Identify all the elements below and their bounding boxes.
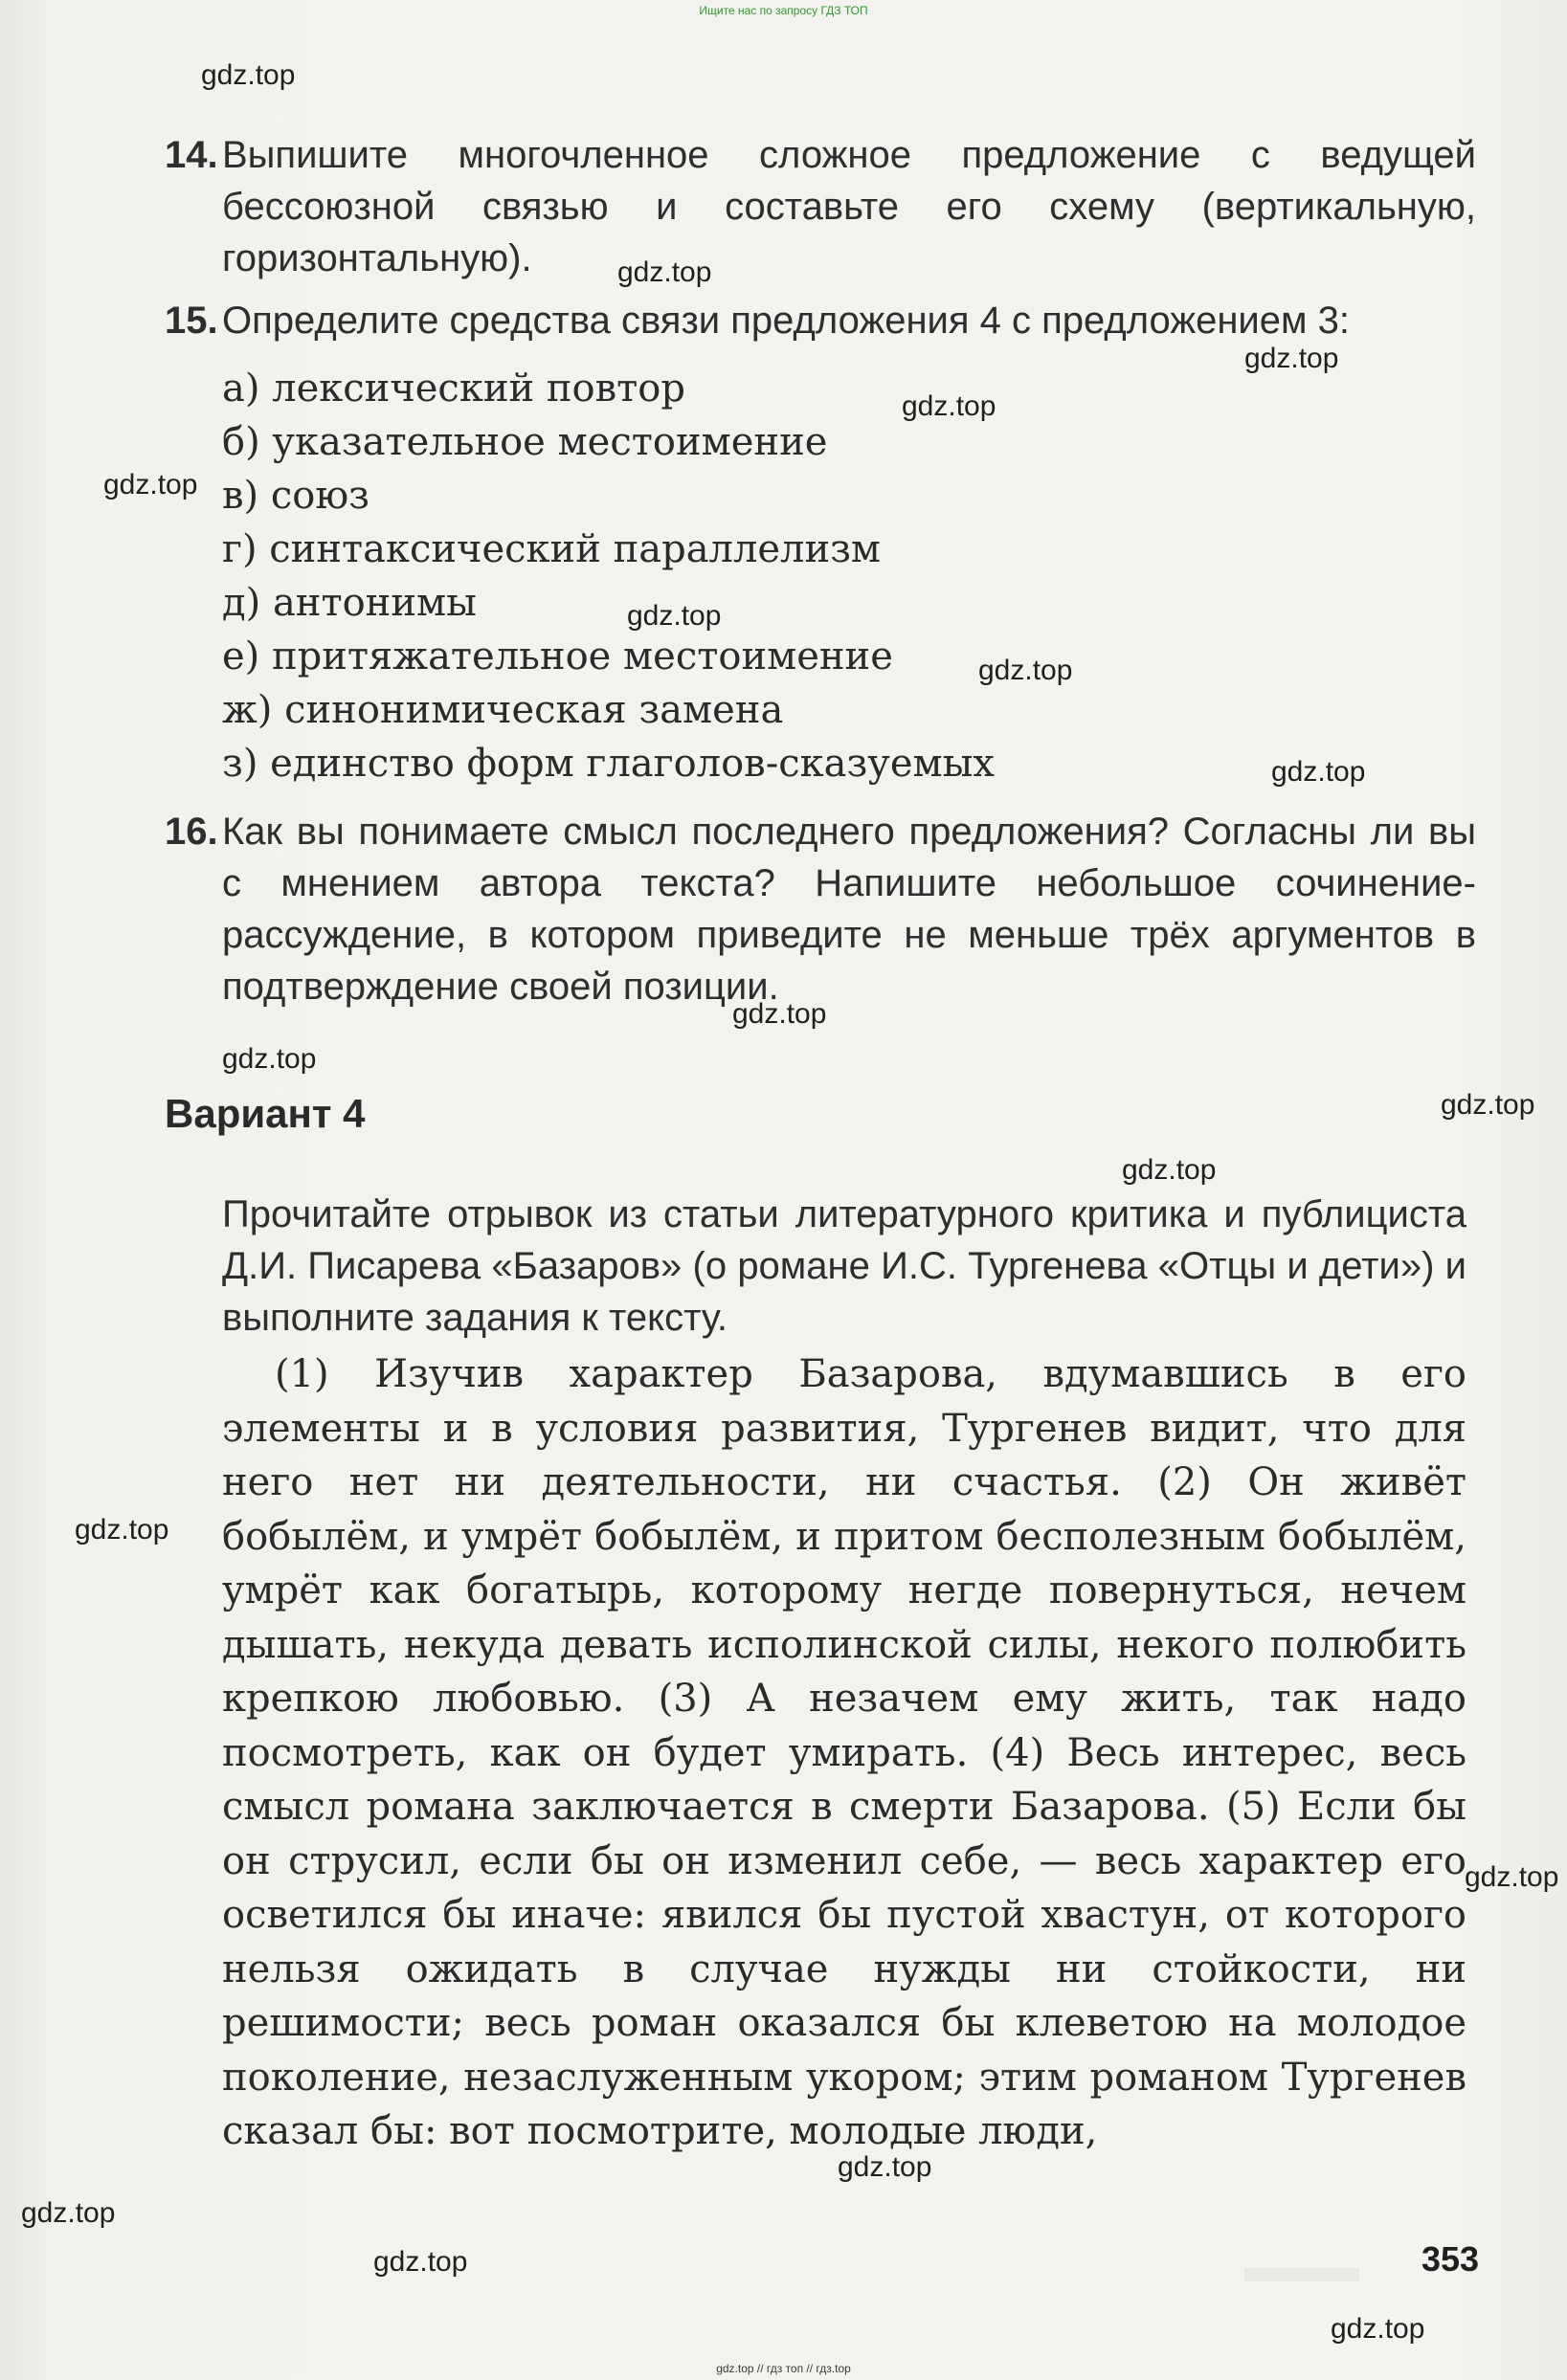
task-text: Выпишите многочленное сложное предложение с ведущей бессоюзной связью и составьте его схему (вертикальную, горизонтальную). — [222, 134, 1476, 279]
watermark: gdz.top — [1122, 1154, 1217, 1186]
watermark: gdz.top — [103, 469, 198, 500]
watermark: gdz.top — [1244, 343, 1339, 374]
top-banner[interactable]: Ищите нас по запросу ГДЗ ТОП — [699, 4, 868, 17]
watermark: gdz.top — [978, 655, 1073, 686]
option-item: д) антонимы — [222, 581, 477, 625]
watermark: gdz.top — [373, 2246, 468, 2278]
task-14 — [165, 129, 1476, 284]
task-15 — [165, 295, 1476, 346]
watermark: gdz.top — [627, 600, 722, 632]
instructions: Прочитайте отрывок из статьи литературного критика и публициста Д.И. Писарева «Базаров» (о романе И.С. Тургенева «Отцы и дети») и выполните задания к тексту. — [222, 1193, 1466, 1339]
task-number: 15. — [165, 300, 218, 342]
watermark: gdz.top — [1271, 756, 1366, 788]
option-item: е) притяжательное местоимение — [222, 634, 893, 678]
section-heading: Вариант 4 — [165, 1091, 366, 1136]
task-text: Определите средства связи предложения 4 с предложением 3: — [222, 300, 1350, 342]
task-text: Как вы понимаете смысл последнего предложения? Согласны ли вы с мнением автора текста? Напишите небольшое сочинение-рассуждение, в котором приведите не меньше трёх аргументов в подтверждение своей позиции. — [222, 811, 1476, 1008]
show-through — [1244, 2268, 1359, 2281]
option-item: з) единство форм глаголов-сказуемых — [222, 742, 995, 786]
task-16 — [165, 806, 1476, 1012]
watermark: gdz.top — [902, 390, 996, 422]
watermark: gdz.top — [1331, 2313, 1425, 2345]
page-number: 353 — [1421, 2239, 1480, 2279]
watermark: gdz.top — [222, 1043, 317, 1075]
watermark: gdz.top — [201, 59, 296, 91]
task-number: 16. — [165, 811, 218, 853]
watermark: gdz.top — [838, 2151, 932, 2183]
option-item: б) указательное местоимение — [222, 420, 828, 464]
option-item: а) лексический повтор — [222, 367, 685, 411]
watermark: gdz.top — [1441, 1089, 1535, 1121]
watermark: gdz.top — [732, 998, 827, 1030]
answer-options — [222, 362, 1371, 790]
watermark: gdz.top — [75, 1514, 169, 1546]
option-item: ж) синонимическая замена — [222, 688, 784, 732]
bottom-banner[interactable]: gdz.top // гдз топ // гдз.top — [716, 2362, 851, 2375]
watermark: gdz.top — [617, 256, 712, 288]
option-item: в) союз — [222, 474, 369, 518]
watermark: gdz.top — [21, 2197, 116, 2229]
passage-text: (1) Изучив характер Базарова, вдумавшись в его элементы и в условия развития, Тургенев видит, что для него нет ни деятельности, ни счастья. (2) Он живёт бобылём, и умрёт бобылём, и притом бесполезным бобылём, умрёт как богатырь, которому негде повернуться, нечем дышать, некуда девать исполинской силы, некого полюбить крепкою любовью. (3) А незачем ему жить, так надо посмотреть, как он будет умирать. (4) Весь интерес, весь смысл романа заключается в смерти Базарова. (5) Если бы он струсил, если бы он изменил себе, — весь характер его осветился бы иначе: явился бы пустой хвастун, от которого нельзя ожидать в случае нужды ни стойкости, ни решимости; весь роман оказался бы клеветою на молодое поколение, незаслуженным укором; этим романом Тургенев сказал бы: вот посмотрите, молодые люди, — [222, 1352, 1466, 2153]
option-item: г) синтаксический параллелизм — [222, 527, 882, 571]
task-number: 14. — [165, 134, 218, 176]
watermark: gdz.top — [1465, 1861, 1559, 1893]
